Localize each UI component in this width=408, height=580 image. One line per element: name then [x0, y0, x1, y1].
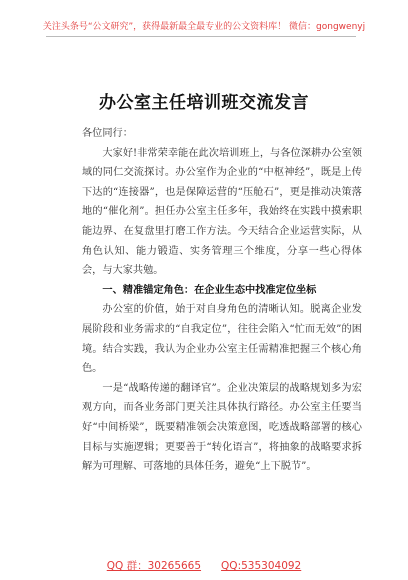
- footer-contacts: [0, 558, 408, 573]
- paragraph-strategy-translator: 一是“战略传递的翻译官”。企业决策层的战略规划多为宏观方向，而各业务部门更关注具体执行路径。办公室主任要当好“中间桥梁”，既要精准领会决策意图，吃透战略部署的核心目标与实施逻辑；更要善于“转化语言”，将抽象的战略要求拆解为可理解、可落地的具体任务，避免“上下脱节”。: [82, 382, 362, 473]
- qq-contact-link[interactable]: QQ:535304092: [221, 560, 302, 572]
- document-body: [82, 124, 362, 477]
- document-title: 办公室主任培训班交流发言: [99, 93, 309, 113]
- paragraph-intro: 大家好!非常荣幸能在此次培训班上，与各位深耕办公室领域的同仁交流探讨。办公室作为企业的“中枢神经”，既是上传下达的“连接器”，也是保障运营的“压舱石”，更是推动决策落地的“催化剂”。担任办公室主任多年，我始终在实践中摸索职能边界、在复盘里打磨工作方法。今天结合企业运营实际，从角色认知、能力锻造、实务管理三个维度，分享一些心得体会，与大家共勉。: [82, 147, 362, 277]
- paragraph-role-awareness: 办公室的价值，始于对自身角色的清晰认知。脱离企业发展阶段和业务需求的“自我定位”，往往会陷入“忙而无效”的困境。结合实践，我认为企业办公室主任需精准把握三个核心角色。: [82, 304, 362, 375]
- qq-group-link[interactable]: QQ 群：30265665: [106, 560, 202, 572]
- top-banner: 关注头条号“公文研究”，获得最新最全最专业的公文资料库！ 微信：gongwenyj: [42, 22, 366, 32]
- header-divider: [46, 36, 356, 37]
- section-heading-1: 一、精准锚定角色：在企业生态中找准定位坐标: [102, 284, 317, 296]
- salutation: 各位同行：: [82, 128, 133, 139]
